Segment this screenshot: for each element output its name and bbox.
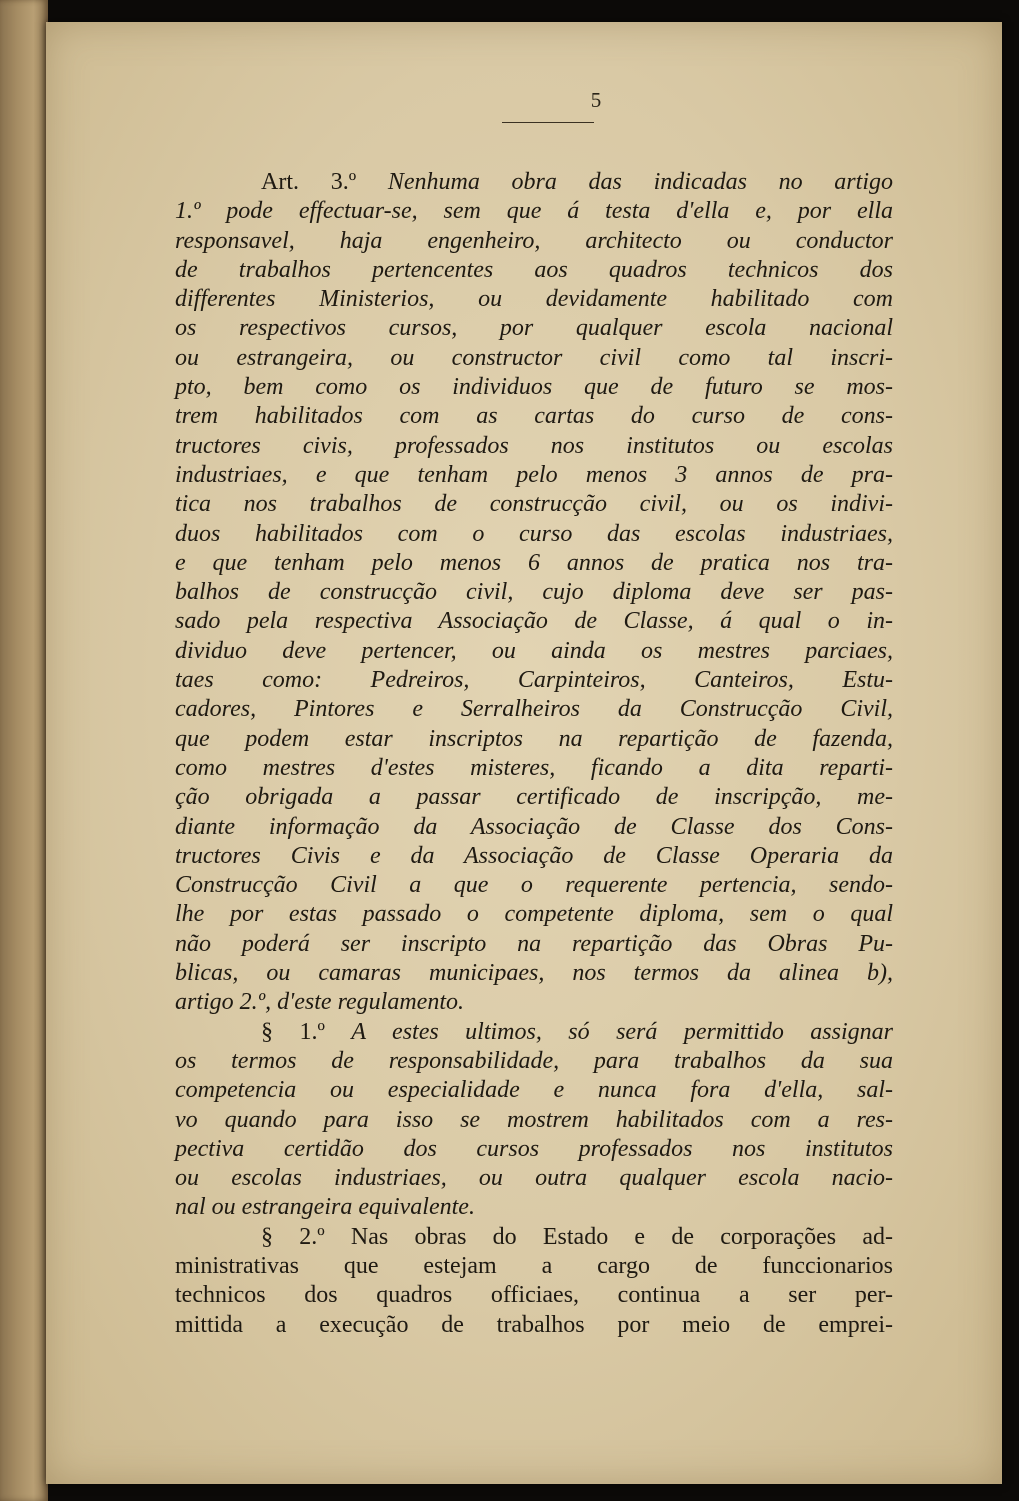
text-line	[175, 666, 893, 695]
line-italic-text: 1.º pode effectuar-se, sem que á testa d'ella e, por ella	[175, 198, 893, 225]
article-text	[175, 168, 893, 1340]
line-italic-text: ou estrangeira, ou constructor civil como tal inscri-	[175, 344, 893, 371]
line-italic-text: artigo 2.º, d'este regulamento.	[175, 989, 464, 1016]
line-italic-text: ção obrigada a passar certificado de inscripção, me-	[175, 784, 893, 811]
line-roman-text: Art. 3.º	[261, 169, 388, 195]
text-line	[175, 988, 893, 1017]
text-line	[175, 1223, 893, 1252]
line-italic-text: e que tenham pelo menos 6 annos de pratica nos tra-	[175, 549, 893, 576]
text-line	[175, 1193, 893, 1222]
text-line	[175, 520, 893, 549]
line-italic-text: ou escolas industriaes, ou outra qualquer escola nacio-	[175, 1165, 893, 1192]
text-line	[175, 1047, 893, 1076]
text-line	[175, 432, 893, 461]
text-line	[175, 1281, 893, 1310]
text-line	[175, 1164, 893, 1193]
line-italic-text: os termos de responsabilidade, para trabalhos da sua	[175, 1047, 893, 1074]
line-italic-text: como mestres d'estes misteres, ficando a dita reparti-	[175, 754, 893, 781]
page-number: 5	[590, 88, 602, 112]
line-roman-text: technicos dos quadros officiaes, continua a ser per-	[175, 1282, 893, 1309]
text-line	[175, 285, 893, 314]
text-line	[175, 754, 893, 783]
line-italic-text: tructores civis, professados nos institutos ou escolas	[175, 432, 893, 459]
line-italic-text: differentes Ministerios, ou devidamente habilitado com	[175, 286, 893, 313]
line-roman-text: ministrativas que estejam a cargo de funccionarios	[175, 1252, 893, 1279]
text-line	[175, 607, 893, 636]
line-italic-text: lhe por estas passado o competente diploma, sem o qual	[175, 901, 893, 928]
text-line	[175, 900, 893, 929]
line-italic-text: blicas, ou camaras municipaes, nos termos da alinea b),	[175, 960, 893, 987]
text-line	[175, 490, 893, 519]
text-line	[175, 314, 893, 343]
text-line	[175, 344, 893, 373]
text-line	[175, 871, 893, 900]
line-italic-text: Construcção Civil a que o requerente pertencia, sendo-	[175, 872, 893, 899]
text-line	[175, 1018, 893, 1047]
line-italic-text: Nenhuma obra das indicadas no artigo	[387, 169, 893, 195]
line-italic-text: duos habilitados com o curso das escolas industriaes,	[175, 520, 893, 547]
text-line	[175, 1135, 893, 1164]
header-rule	[502, 122, 594, 123]
text-line	[175, 168, 893, 197]
text-line	[175, 1106, 893, 1135]
line-italic-text: A estes ultimos, só será permittido assignar	[351, 1018, 893, 1045]
text-line	[175, 637, 893, 666]
text-line	[175, 1311, 893, 1340]
line-italic-text: que podem estar inscriptos na repartição de fazenda,	[175, 725, 893, 752]
text-line	[175, 1252, 893, 1281]
line-italic-text: nal ou estrangeira equivalente.	[175, 1194, 475, 1221]
line-roman-text: § 2.º Nas obras do Estado e de corporações ad-	[261, 1223, 893, 1250]
text-line	[175, 930, 893, 959]
line-italic-text: cadores, Pintores e Serralheiros da Construcção Civil,	[175, 696, 893, 723]
text-line	[175, 783, 893, 812]
text-line	[175, 402, 893, 431]
line-italic-text: tructores Civis e da Associação de Classe Operaria da	[175, 842, 893, 869]
text-line	[175, 373, 893, 402]
text-line	[175, 1076, 893, 1105]
line-italic-text: taes como: Pedreiros, Carpinteiros, Canteiros, Estu-	[175, 667, 893, 694]
line-italic-text: de trabalhos pertencentes aos quadros technicos dos	[175, 256, 893, 283]
line-roman-text: mittida a execução de trabalhos por meio de emprei-	[175, 1311, 893, 1338]
text-line	[175, 197, 893, 226]
text-line	[175, 725, 893, 754]
line-italic-text: competencia ou especialidade e nunca fora d'ella, sal-	[175, 1077, 893, 1104]
text-line	[175, 813, 893, 842]
line-italic-text: diante informação da Associação de Classe dos Cons-	[175, 813, 893, 840]
line-italic-text: trem habilitados com as cartas do curso de cons-	[175, 403, 893, 430]
line-italic-text: pto, bem como os individuos que de futuro se mos-	[175, 374, 893, 401]
line-italic-text: tica nos trabalhos de construcção civil, ou os indivi-	[175, 491, 893, 518]
text-line	[175, 578, 893, 607]
line-italic-text: não poderá ser inscripto na repartição das Obras Pu-	[175, 930, 893, 957]
line-italic-text: balhos de construcção civil, cujo diploma deve ser pas-	[175, 579, 893, 606]
line-italic-text: responsavel, haja engenheiro, architecto ou conductor	[175, 227, 893, 254]
text-line	[175, 695, 893, 724]
line-roman-text: § 1.º	[261, 1018, 352, 1045]
text-line	[175, 227, 893, 256]
line-italic-text: os respectivos cursos, por qualquer escola nacional	[175, 315, 893, 342]
line-italic-text: sado pela respectiva Associação de Classe, á qual o in-	[175, 608, 893, 635]
text-line	[175, 959, 893, 988]
text-line	[175, 549, 893, 578]
line-italic-text: vo quando para isso se mostrem habilitados com a res-	[175, 1106, 893, 1133]
book-spine	[0, 0, 48, 1501]
text-line	[175, 256, 893, 285]
text-line	[175, 842, 893, 871]
line-italic-text: pectiva certidão dos cursos professados nos institutos	[175, 1135, 893, 1162]
text-line	[175, 461, 893, 490]
line-italic-text: industriaes, e que tenham pelo menos 3 annos de pra-	[175, 461, 893, 488]
line-italic-text: dividuo deve pertencer, ou ainda os mestres parciaes,	[175, 637, 893, 664]
